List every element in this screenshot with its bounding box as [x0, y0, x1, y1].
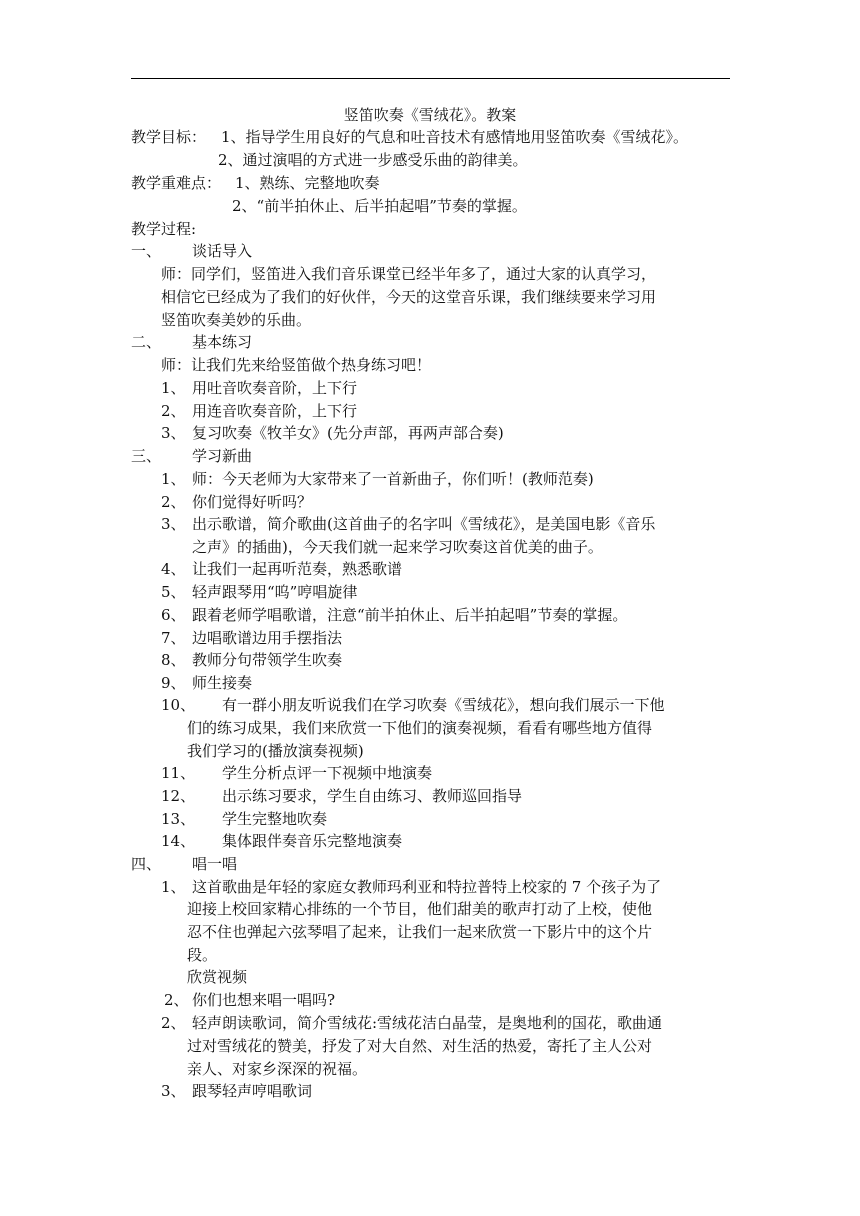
goals-label: 教学目标： [131, 128, 207, 146]
list-item: 集体跟伴奏音乐完整地演奏 [222, 832, 403, 850]
list-item-continued: 忍不住也弹起六弦琴唱了起来，让我们一起来欣赏一下影片中的这个片 [187, 923, 653, 941]
section-4-title: 唱一唱 [192, 855, 238, 873]
list-item-number: 3、 [161, 1082, 186, 1100]
list-item: 学生完整地吹奏 [222, 810, 328, 828]
list-item-number: 11、 [161, 764, 196, 782]
goal-1: 1、指导学生用良好的气息和吐音技术有感情地用竖笛吹奏《雪绒花》。 [221, 128, 689, 146]
list-item-number: 2、 [161, 1014, 186, 1032]
list-item: 复习吹奏《牧羊女》(先分声部，再两声部合奏) [192, 424, 504, 442]
list-item: 让我们一起再听范奏，熟悉歌谱 [192, 560, 403, 578]
list-item-number: 2、 [161, 493, 186, 511]
list-item-continued: 我们学习的(播放演奏视频) [187, 742, 364, 760]
list-item-number: 12、 [161, 787, 196, 805]
process-label: 教学过程: [131, 220, 197, 238]
list-item: 你们也想来唱一唱吗? [192, 991, 336, 1009]
section-2-number: 二、 [131, 333, 162, 351]
section-1-number: 一、 [131, 242, 162, 260]
goal-2: 2、通过演唱的方式进一步感受乐曲的韵律美。 [218, 151, 528, 169]
section-2-title: 基本练习 [192, 333, 253, 351]
list-item-number: 1、 [161, 379, 186, 397]
list-item-number: 7、 [161, 629, 186, 647]
section-2-intro: 师：让我们先来给竖笛做个热身练习吧！ [161, 356, 432, 374]
key-2: 2、“前半拍休止、后半拍起唱”节奏的掌握。 [232, 197, 527, 215]
header-rule [131, 78, 730, 79]
list-item-number: 2、 [164, 991, 189, 1009]
list-item: 用吐音吹奏音阶，上下行 [192, 379, 358, 397]
list-item-number: 4、 [161, 560, 186, 578]
list-item: 你们觉得好听吗？ [192, 493, 313, 511]
list-item: 轻声朗读歌词，简介雪绒花:雪绒花洁白晶莹，是奥地利的国花，歌曲通 [192, 1014, 663, 1032]
list-item: 师：今天老师为大家带来了一首新曲子，你们听！(教师范奏) [192, 470, 594, 488]
list-item: 有一群小朋友听说我们在学习吹奏《雪绒花》，想向我们展示一下他 [222, 696, 665, 714]
list-item-continued: 之声》的插曲)，今天我们就一起来学习吹奏这首优美的曲子。 [192, 538, 603, 556]
list-item-number: 10、 [161, 696, 196, 714]
section-3-title: 学习新曲 [192, 447, 253, 465]
list-item: 跟着老师学唱歌谱，注意“前半拍休止、后半拍起唱”节奏的掌握。 [192, 606, 628, 624]
section-1-line: 相信它已经成为了我们的好伙伴，今天的这堂音乐课，我们继续要来学习用 [161, 288, 657, 306]
section-1-line: 竖笛吹奏美妙的乐曲。 [161, 311, 312, 329]
list-item-continued: 段。 [187, 946, 218, 964]
section-3-number: 三、 [131, 447, 162, 465]
list-item-number: 13、 [161, 810, 196, 828]
list-item-continued: 过对雪绒花的赞美，抒发了对大自然、对生活的热爱，寄托了主人公对 [187, 1037, 653, 1055]
section-1-line: 师：同学们，竖笛进入我们音乐课堂已经半年多了，通过大家的认真学习， [161, 265, 657, 283]
list-item: 出示歌谱，简介歌曲(这首曲子的名字叫《雪绒花》，是美国电影《音乐 [192, 515, 656, 533]
list-item: 边唱歌谱边用手摆指法 [192, 629, 343, 647]
list-item-number: 2、 [161, 402, 186, 420]
list-item-continued: 迎接上校回家精心排练的一个节目，他们甜美的歌声打动了上校，使他 [187, 900, 653, 918]
section-4-number: 四、 [131, 855, 162, 873]
list-item-continued: 欣赏视频 [187, 968, 248, 986]
list-item-number: 6、 [161, 606, 186, 624]
list-item-number: 1、 [161, 470, 186, 488]
document-title: 竖笛吹奏《雪绒花》。教案 [343, 106, 517, 124]
list-item-number: 8、 [161, 651, 186, 669]
list-item: 轻声跟琴用“呜”哼唱旋律 [192, 583, 358, 601]
list-item: 教师分句带领学生吹奏 [192, 651, 343, 669]
list-item: 用连音吹奏音阶，上下行 [192, 402, 358, 420]
keys-label: 教学重难点： [131, 174, 222, 192]
list-item: 出示练习要求，学生自由练习、教师巡回指导 [222, 787, 523, 805]
list-item: 跟琴轻声哼唱歌词 [192, 1082, 313, 1100]
list-item-number: 1、 [161, 878, 186, 896]
list-item-continued: 亲人、对家乡深深的祝福。 [187, 1060, 368, 1078]
list-item-number: 5、 [161, 583, 186, 601]
list-item: 师生接奏 [192, 674, 253, 692]
list-item-number: 3、 [161, 424, 186, 442]
key-1: 1、熟练、完整地吹奏 [235, 174, 380, 192]
list-item: 这首歌曲是年轻的家庭女教师玛利亚和特拉普特上校家的 7 个孩子为了 [192, 878, 662, 896]
list-item-number: 9、 [161, 674, 186, 692]
section-1-title: 谈话导入 [192, 242, 253, 260]
list-item: 学生分析点评一下视频中地演奏 [222, 764, 433, 782]
list-item-number: 14、 [161, 832, 196, 850]
list-item-number: 3、 [161, 515, 186, 533]
list-item-continued: 们的练习成果，我们来欣赏一下他们的演奏视频，看看有哪些地方值得 [187, 719, 653, 737]
